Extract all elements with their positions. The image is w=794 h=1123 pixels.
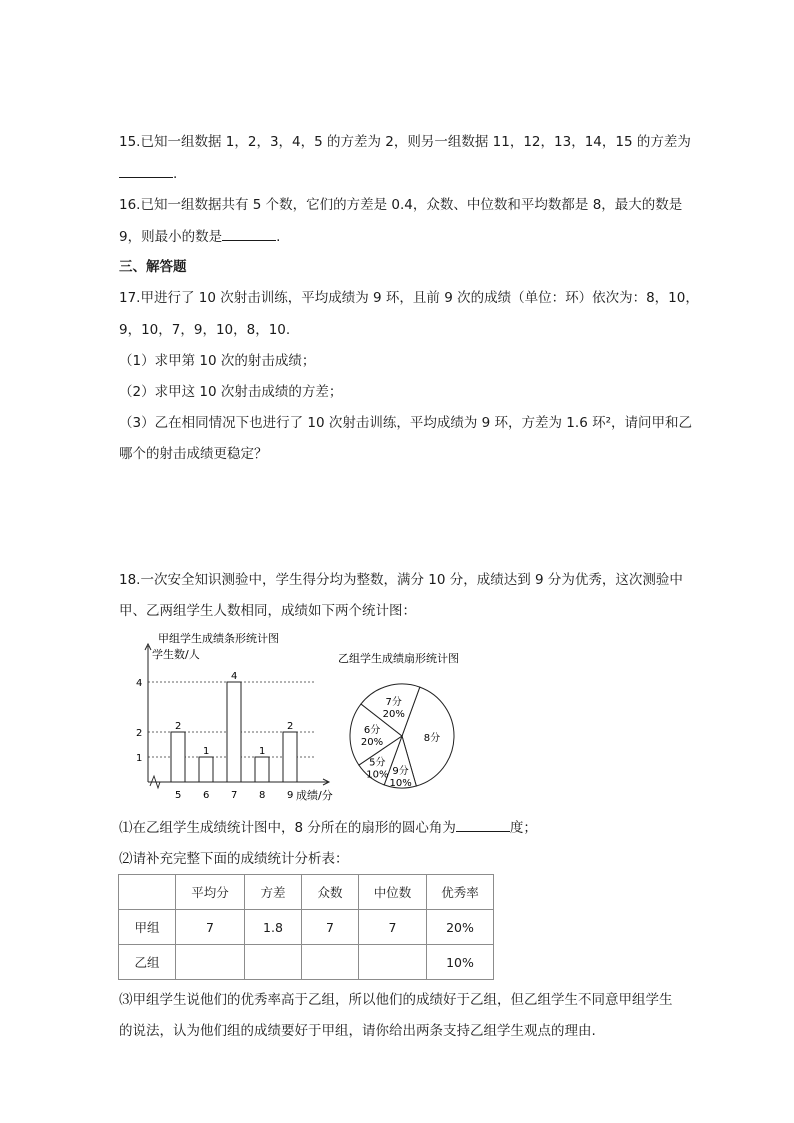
q17-line1: 17.甲进行了 10 次射击训练，平均成绩为 9 环，且前 9 次的成绩（单位：环）依次为：8，10， bbox=[119, 290, 699, 306]
table-cell-input[interactable] bbox=[245, 945, 302, 980]
table-header-cell: 中位数 bbox=[359, 875, 427, 910]
x-tick-label: 6 bbox=[203, 790, 210, 801]
table-row bbox=[119, 910, 494, 945]
bar bbox=[199, 757, 213, 782]
q18-part1 bbox=[119, 817, 537, 838]
table-header-row bbox=[119, 875, 494, 910]
answer-blank[interactable] bbox=[222, 226, 276, 241]
y-tick-label: 1 bbox=[136, 753, 143, 764]
y-tick-label: 4 bbox=[136, 678, 143, 689]
table-header-cell: 方差 bbox=[245, 875, 302, 910]
bar-data-label: 2 bbox=[287, 721, 294, 732]
bar bbox=[255, 757, 269, 782]
q18-part2: ⑵请补充完整下面的成绩统计分析表： bbox=[119, 851, 349, 867]
bar bbox=[283, 732, 297, 782]
table-cell: 20% bbox=[427, 910, 494, 945]
answer-blank[interactable] bbox=[456, 817, 510, 832]
q17-part2: （2）求甲这 10 次射击成绩的方差； bbox=[119, 384, 343, 400]
q16-period: . bbox=[276, 229, 281, 245]
q17-part1: （1）求甲第 10 次的射击成绩； bbox=[119, 353, 316, 369]
pie-slice-label: 5分 bbox=[369, 757, 386, 769]
pie-slice-percent: 10% bbox=[389, 777, 412, 789]
q18-line2: 甲、乙两组学生人数相同，成绩如下两个统计图： bbox=[119, 603, 416, 619]
bar-data-label: 4 bbox=[231, 671, 238, 682]
bar-data-label: 2 bbox=[175, 721, 182, 732]
pie-chart-slices bbox=[350, 684, 454, 789]
table-cell: 7 bbox=[302, 910, 359, 945]
table-cell-input[interactable] bbox=[359, 945, 427, 980]
q18-part3-line2: 的说法，认为他们组的成绩要好于甲组，请你给出两条支持乙组学生观点的理由. bbox=[119, 1023, 596, 1039]
pie-chart-title: 乙组学生成绩扇形统计图 bbox=[338, 652, 459, 665]
x-tick-label: 5 bbox=[175, 790, 182, 801]
x-tick-label: 7 bbox=[231, 790, 238, 801]
table-row bbox=[119, 945, 494, 980]
bar bbox=[171, 732, 185, 782]
q15-period: . bbox=[173, 166, 178, 182]
q17-line2: 9，10，7，9，10，8，10. bbox=[119, 322, 291, 338]
q16-line1: 16.已知一组数据共有 5 个数，它们的方差是 0.4，众数、中位数和平均数都是 8，最大的数是 bbox=[119, 197, 683, 213]
q18-line1: 18.一次安全知识测验中，学生得分均为整数，满分 10 分，成绩达到 9 分为优秀，这次测验中 bbox=[119, 572, 683, 588]
bar bbox=[227, 682, 241, 782]
table-cell: 7 bbox=[176, 910, 245, 945]
table-cell: 1.8 bbox=[245, 910, 302, 945]
q15-line1: 15.已知一组数据 1，2，3，4，5 的方差为 2，则另一组数据 11，12，13，14，15 的方差为 bbox=[119, 134, 691, 150]
table-header-cell: 众数 bbox=[302, 875, 359, 910]
x-tick-label: 8 bbox=[259, 790, 266, 801]
pie-chart bbox=[330, 640, 480, 790]
q16-line2 bbox=[119, 226, 280, 247]
bar-data-label: 1 bbox=[203, 746, 210, 757]
table-header-cell bbox=[119, 875, 176, 910]
stats-table bbox=[118, 874, 494, 980]
pie-slice-percent: 10% bbox=[366, 769, 389, 781]
table-cell-input[interactable] bbox=[176, 945, 245, 980]
x-tick-label: 9 bbox=[287, 790, 294, 801]
q17-part3-line1: （3）乙在相同情况下也进行了 10 次射击训练，平均成绩为 9 环，方差为 1.6 环²，请问甲和乙 bbox=[119, 415, 692, 431]
pie-slice-label: 9分 bbox=[392, 765, 409, 777]
bar-chart-title: 甲组学生成绩条形统计图 bbox=[158, 632, 279, 645]
bar-data-label: 1 bbox=[259, 746, 266, 757]
table-cell: 甲组 bbox=[119, 910, 176, 945]
bar-chart-xlabel: 成绩/分 bbox=[296, 789, 333, 802]
section-header: 三、解答题 bbox=[119, 259, 187, 275]
bar-chart-ylabel: 学生数/人 bbox=[152, 648, 200, 661]
pie-slice-label: 8分 bbox=[423, 733, 441, 745]
table-cell: 7 bbox=[359, 910, 427, 945]
table-header-cell: 优秀率 bbox=[427, 875, 494, 910]
pie-slice-label: 6分 bbox=[363, 724, 381, 736]
table-cell: 10% bbox=[427, 945, 494, 980]
q15-line2 bbox=[119, 163, 177, 184]
y-tick-label: 2 bbox=[136, 728, 143, 739]
pie-slice-percent: 20% bbox=[382, 709, 405, 721]
q18-part1-end: 度； bbox=[509, 820, 537, 836]
q16-line2-text: 9，则最小的数是 bbox=[119, 229, 223, 245]
table-header-cell: 平均分 bbox=[176, 875, 245, 910]
q18-part1-text: ⑴在乙组学生成绩统计图中，8 分所在的扇形的圆心角为 bbox=[119, 820, 456, 836]
q17-part3-line2: 哪个的射击成绩更稳定？ bbox=[119, 446, 268, 462]
pie-slice-percent: 20% bbox=[360, 736, 384, 748]
table-cell: 乙组 bbox=[119, 945, 176, 980]
pie-slice-label: 7分 bbox=[385, 697, 402, 709]
answer-blank[interactable] bbox=[119, 163, 173, 178]
table-cell-input[interactable] bbox=[302, 945, 359, 980]
q18-part3-line1: ⑶甲组学生说他们的优秀率高于乙组，所以他们的成绩好于乙组，但乙组学生不同意甲组学生 bbox=[119, 992, 673, 1008]
